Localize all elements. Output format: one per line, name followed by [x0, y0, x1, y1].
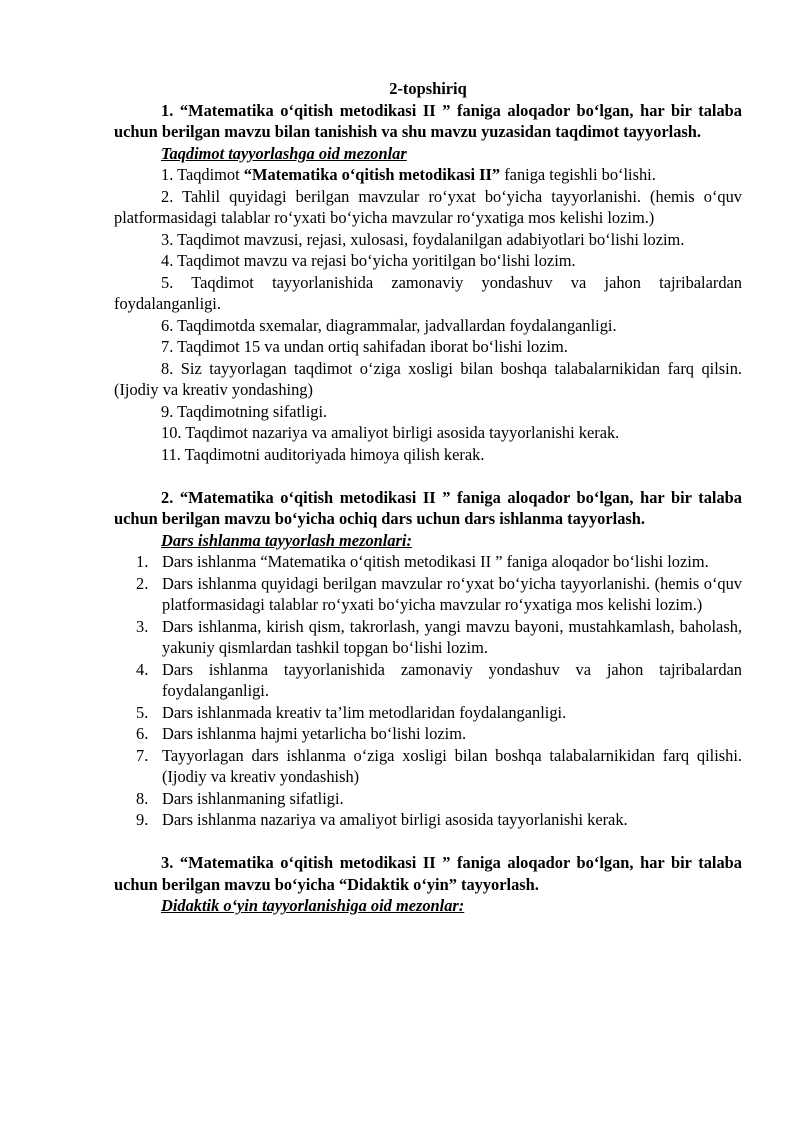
list-item	[114, 551, 742, 573]
list-text: Dars ishlanma tayyorlanishida zamonaviy yondashuv va jahon tajribalardan foydalanganligi.	[162, 659, 742, 700]
list-item	[114, 723, 742, 745]
document-title: 2-topshiriq	[389, 79, 467, 98]
list-text: Dars ishlanma, kirish qism, takrorlash, yangi mavzu bayoni, mustahkamlash, baholash, yakuniy qismlardan tashkil topgan bo‘lishi lozim.	[162, 616, 742, 657]
task1-item: 8. Siz tayyorlagan taqdimot o‘ziga xosligi bilan boshqa talabalarnikidan farq qilsin. (Ijodiy va kreativ yondashing)	[114, 358, 742, 399]
list-text: Tayyorlagan dars ishlanma o‘ziga xosligi bilan boshqa talabalarnikidan farq qilishi. (Ijodiy va kreativ yondashish)	[162, 745, 742, 786]
list-item	[114, 788, 742, 810]
list-number: 3.	[136, 616, 149, 636]
list-number: 2.	[136, 573, 149, 593]
task1-item: 11. Taqdimotni auditoriyada himoya qilish kerak.	[161, 444, 485, 464]
task2-criteria-list	[114, 551, 742, 831]
document-page	[114, 78, 742, 917]
task1-subheading: Taqdimot tayyorlashga oid mezonlar	[161, 143, 407, 163]
list-item	[114, 809, 742, 831]
task1-item: 2. Tahlil quyidagi berilgan mavzular ro‘yxat bo‘yicha tayyorlanishi. (hemis o‘quv platformasidagi talablar ro‘yxati bo‘yicha mavzular ro‘yxatiga mos kelishi lozim.)	[114, 186, 742, 227]
blank-line	[114, 831, 742, 853]
list-text: Dars ishlanma quyidagi berilgan mavzular ro‘yxat bo‘yicha tayyorlanishi. (hemis o‘quv platformasidagi talablar ro‘yxati bo‘yicha mavzular ro‘yxatiga mos kelishi lozim.)	[162, 573, 742, 614]
task1-item: 10. Taqdimot nazariya va amaliyot birligi asosida tayyorlanishi kerak.	[161, 423, 620, 442]
task1-item: 3. Taqdimot mavzusi, rejasi, xulosasi, foydalanilgan adabiyotlari bo‘lishi lozim.	[161, 229, 685, 249]
list-item	[114, 659, 742, 702]
list-item	[114, 616, 742, 659]
list-text: Dars ishlanma nazariya va amaliyot birligi asosida tayyorlanishi kerak.	[162, 810, 628, 829]
list-text: Dars ishlanmada kreativ ta’lim metodlaridan foydalanganligi.	[162, 702, 567, 722]
task1-item1-prefix: 1. Taqdimot	[161, 165, 244, 184]
task2-subheading: Dars ishlanma tayyorlash mezonlari:	[161, 530, 412, 550]
list-number: 8.	[136, 788, 149, 808]
task2-heading: 2. “Matematika o‘qitish metodikasi II ” faniga aloqador bo‘lgan, har bir talaba uchun berilgan mavzu bo‘yicha ochiq dars uchun dars ishlanma tayyorlash.	[114, 487, 742, 528]
list-number: 7.	[136, 745, 149, 765]
list-number: 5.	[136, 702, 149, 722]
task1-item1-course: “Matematika o‘qitish metodikasi II”	[243, 165, 501, 184]
list-item	[114, 745, 742, 788]
list-number: 4.	[136, 659, 149, 679]
task1-item: 7. Taqdimot 15 va undan ortiq sahifadan iborat bo‘lishi lozim.	[161, 337, 568, 356]
task3-heading: 3. “Matematika o‘qitish metodikasi II ” faniga aloqador bo‘lgan, har bir talaba uchun berilgan mavzu bo‘yicha “Didaktik o‘yin” tayyorlash.	[114, 853, 742, 894]
task1-item1-suffix: faniga tegishli bo‘lishi.	[500, 165, 656, 184]
task1-item: 9. Taqdimotning sifatligi.	[161, 401, 328, 421]
task1-heading: 1. “Matematika o‘qitish metodikasi II ” faniga aloqador bo‘lgan, har bir talaba uchun berilgan mavzu bilan tanishish va shu mavzu yuzasidan taqdimot tayyorlash.	[114, 100, 742, 141]
list-text: Dars ishlanmaning sifatligi.	[162, 788, 344, 808]
blank-line	[114, 465, 742, 487]
list-number: 9.	[136, 810, 149, 829]
task1-item: 4. Taqdimot mavzu va rejasi bo‘yicha yoritilgan bo‘lishi lozim.	[161, 251, 576, 270]
task1-item: 6. Taqdimotda sxemalar, diagrammalar, jadvallardan foydalanganligi.	[161, 315, 617, 335]
list-text: Dars ishlanma “Matematika o‘qitish metodikasi II ” faniga aloqador bo‘lishi lozim.	[162, 552, 709, 571]
list-number: 6.	[136, 724, 149, 743]
task1-item	[114, 164, 742, 186]
task3-subheading: Didaktik o‘yin tayyorlanishiga oid mezonlar:	[161, 896, 465, 915]
list-item	[114, 573, 742, 616]
list-number: 1.	[136, 552, 149, 571]
list-text: Dars ishlanma hajmi yetarlicha bo‘lishi lozim.	[162, 724, 467, 743]
task1-item: 5. Taqdimot tayyorlanishida zamonaviy yondashuv va jahon tajribalardan foydalanganligi.	[114, 272, 742, 313]
list-item	[114, 702, 742, 724]
